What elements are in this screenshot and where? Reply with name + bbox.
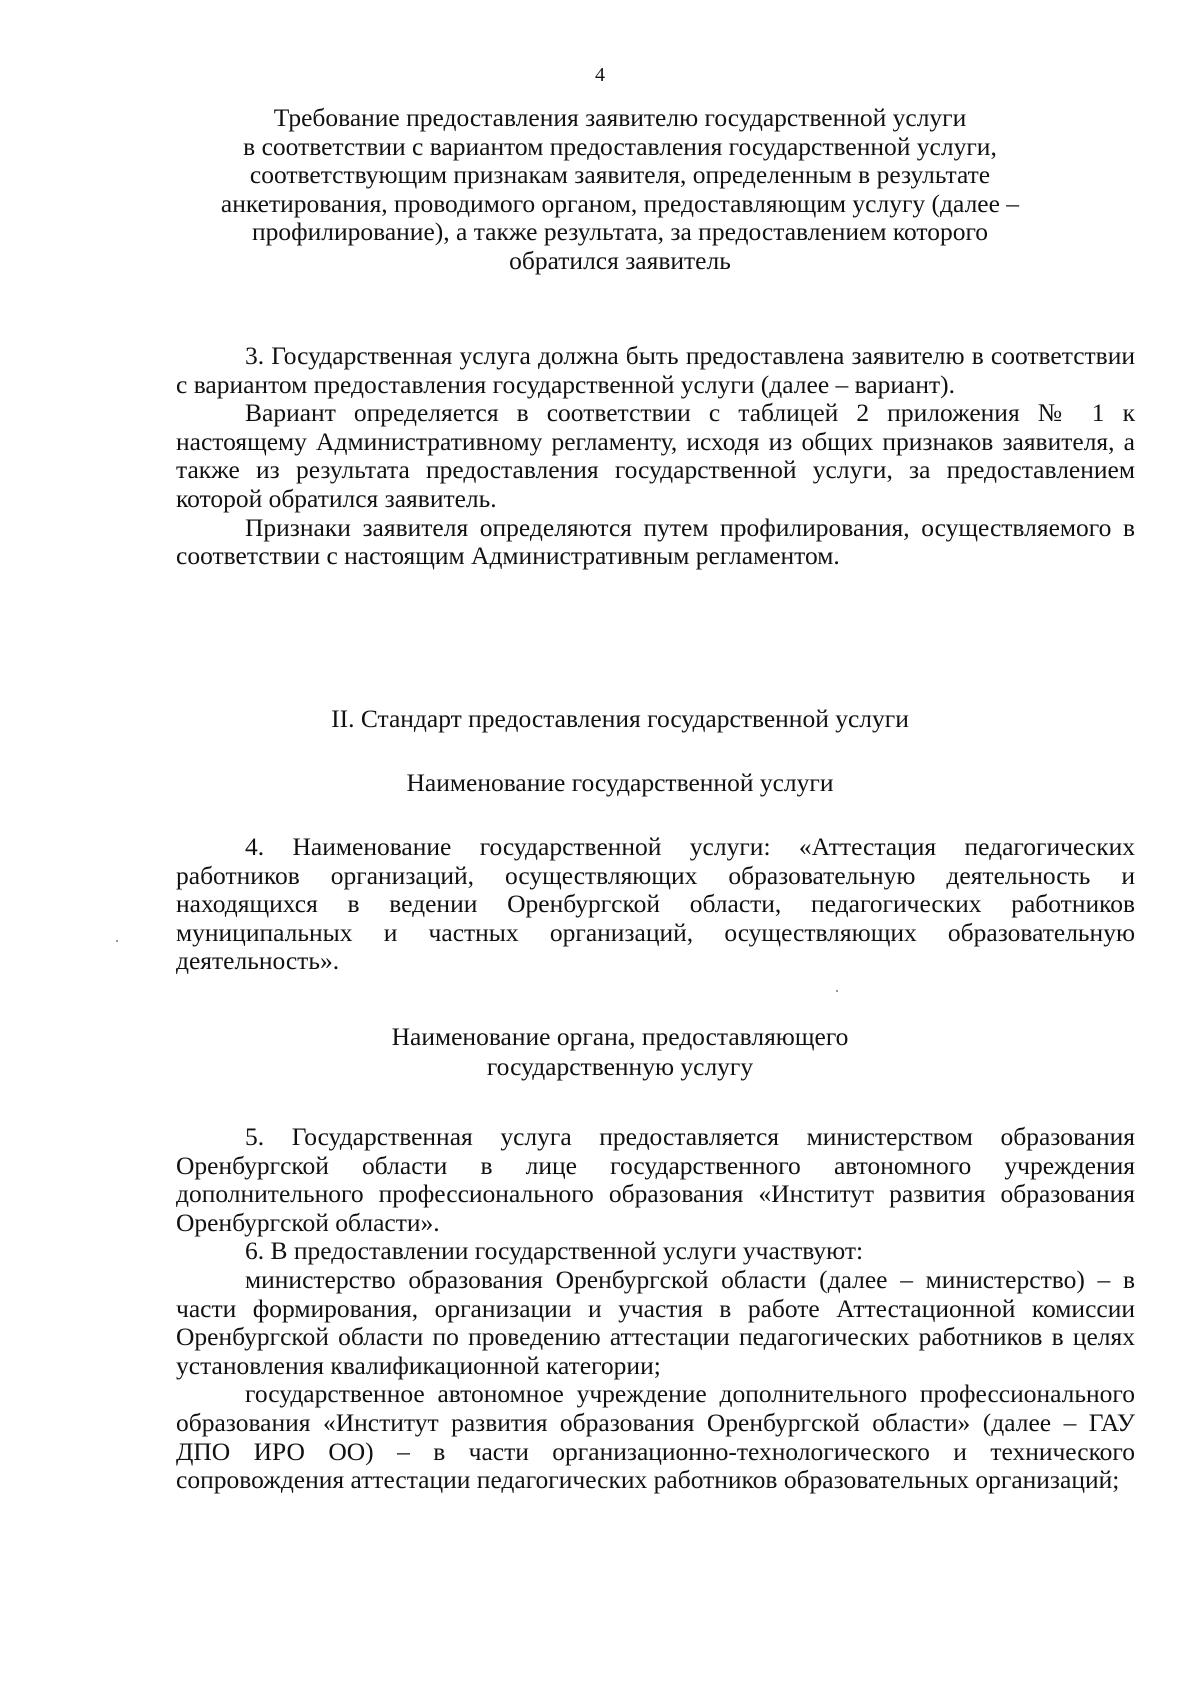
paragraph-group-agency <box>176 1123 1135 1495</box>
title-line: в соответствии с вариантом предоставления государственной услуги, <box>243 131 997 161</box>
title-line: соответствующим признакам заявителя, определенным в результате <box>249 160 991 190</box>
section-heading: II. Стандарт предоставления государственной услуги <box>331 704 909 733</box>
title-line: анкетирования, проводимого органом, предоставляющим услугу (далее – <box>220 188 1020 218</box>
scan-speck <box>116 940 118 942</box>
heading-line: Наименование органа, предоставляющего <box>391 1022 849 1051</box>
paragraph: государственное автономное учреждение дополнительного профессионального образования «Институт развития образования Оренбургской области» (далее – ГАУ ДПО ИРО ОО) – в части организационно-технологического и технического сопровождения аттестации педагогических работников образовательных организаций; <box>176 1379 1135 1495</box>
paragraph: 4. Наименование государственной услуги: «Аттестация педагогических работников организаций, осуществляющих образовательную деятельность и находящихся в ведении Оренбургской области, педагогических работников муниципальных и частных организаций, осуществляющих образовательную деятельность». <box>176 832 1135 976</box>
paragraph: Признаки заявителя определяются путем профилирования, осуществляемого в соответствии с настоящим Административным регламентом. <box>176 512 1135 571</box>
paragraph-group-variant <box>176 342 1135 571</box>
scan-speck <box>836 990 838 992</box>
title-line: обратился заявитель <box>509 245 731 275</box>
paragraph: 5. Государственная услуга предоставляется министерством образования Оренбургской области в лице государственного автономного учреждения дополнительного профессионального образования «Институт развития образования Оренбургской области». <box>176 1122 1135 1237</box>
paragraph: 6. В предоставлении государственной услуги участвуют: <box>245 1236 864 1266</box>
paragraph: министерство образования Оренбургской области (далее – министерство) – в части формирования, организации и участия в работе Аттестационной комиссии Оренбургской области по проведению аттестации педагогических работников в целях установления квалификационной категории; <box>176 1264 1135 1380</box>
subsection-heading: Наименование государственной услуги <box>406 768 834 797</box>
paragraph: Вариант определяется в соответствии с таблицей 2 приложения № 1 к настоящему Административному регламенту, исходя из общих признаков заявителя, а также из результата предоставления государственной услуги, за предоставлением которой обратился заявитель. <box>176 398 1135 513</box>
subsection-heading <box>150 1022 1090 1082</box>
page-number: 4 <box>595 64 605 86</box>
paragraph: 3. Государственная услуга должна быть предоставлена заявителю в соответствии с вариантом предоставления государственной услуги (далее – вариант). <box>176 341 1135 399</box>
heading-line: государственную услугу <box>486 1052 754 1081</box>
title-line: профилирование), а также результата, за предоставлением которого <box>251 217 989 247</box>
section-title <box>150 104 1090 276</box>
title-line: Требование предоставления заявителю государственной услуги <box>273 103 967 132</box>
paragraph-group-service-name <box>176 833 1135 976</box>
